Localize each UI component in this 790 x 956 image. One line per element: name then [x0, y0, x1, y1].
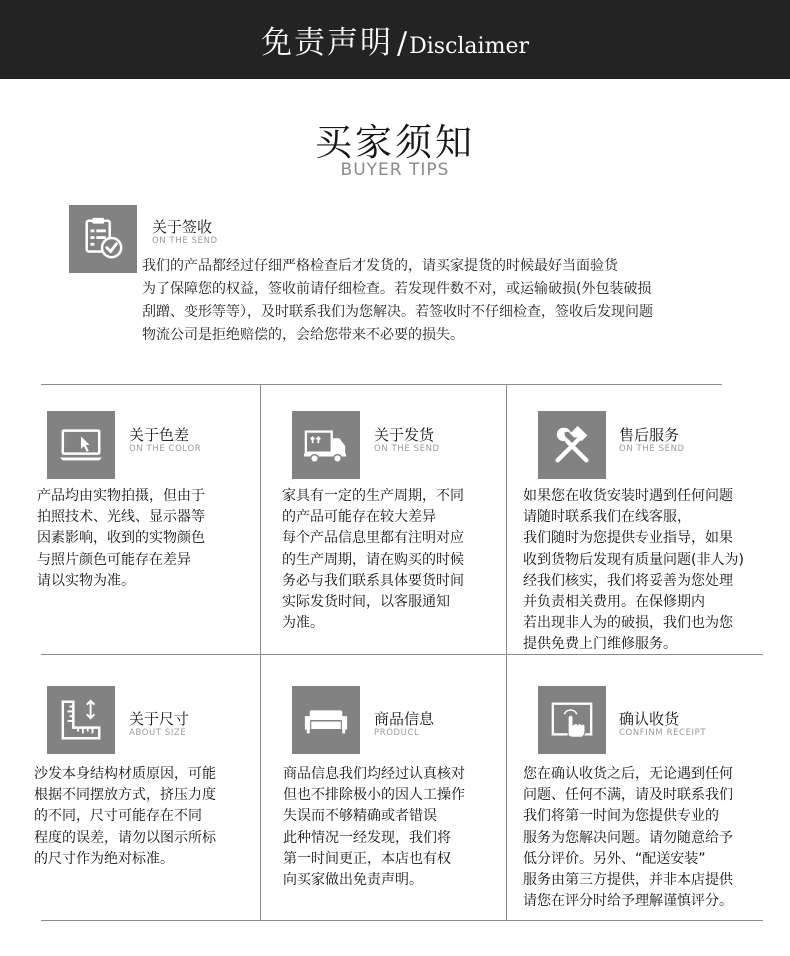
aftersales-card-title: 售后服务 [619, 426, 680, 444]
banner-title-en: Disclaimer [409, 34, 529, 59]
product-info-card-line: 第一时间更正，本店也有权 [283, 850, 451, 867]
shipping-card-title: 关于发货 [374, 426, 435, 444]
color-card-text [37, 486, 257, 592]
grid-line-bottom [41, 920, 763, 921]
color-card-line: 因素影响，收到的实物颜色 [37, 530, 205, 547]
product-info-card-line: 向买家做出免责声明。 [283, 872, 423, 889]
product-info-icon-box [292, 686, 360, 754]
color-card-line: 产品均由实物拍摄，但由于 [37, 488, 205, 504]
confirm-receipt-card-subtitle: CONFINM RECEIPT [619, 728, 707, 738]
sofa-icon [303, 697, 349, 743]
confirm-receipt-card-line: 低分评价。另外、“配送安装” [523, 850, 706, 867]
color-card-title: 关于色差 [129, 426, 190, 444]
receipt-subtitle: ON THE SEND [152, 236, 218, 246]
shipping-card-line: 的产品可能存在较大差异 [282, 509, 436, 526]
receipt-icon-box [69, 205, 137, 273]
confirm-receipt-card-title: 确认收货 [619, 710, 680, 728]
size-card-line: 沙发本身结构材质原因，可能 [34, 766, 216, 782]
receipt-text-line: 物流公司是拒绝赔偿的，会给您带来不必要的损失。 [142, 327, 464, 343]
receipt-text-line: 为了保障您的权益，签收前请仔细检查。若发现件数不对，或运输破损(外包装破损 [142, 281, 652, 297]
confirm-receipt-card-text [523, 764, 785, 912]
grid-line-vertical-left [260, 384, 261, 921]
aftersales-card-subtitle: ON THE SEND [619, 444, 685, 454]
receipt-title: 关于签收 [152, 218, 213, 236]
size-card-line: 根据不同摆放方式，挤压力度 [34, 787, 216, 804]
size-card-subtitle: ABOUT SIZE [129, 728, 187, 738]
color-card-line: 与照片颜色可能存在差异 [37, 551, 191, 568]
aftersales-card-line: 收到货物后发现有质量问题(非人为) [523, 551, 744, 568]
shipping-icon-box [292, 411, 360, 479]
size-card-line: 程度的误差，请勿以图示所标 [34, 829, 216, 846]
confirm-receipt-card-line: 请您在评分时给予理解谨慎评分。 [523, 893, 733, 910]
product-info-card-subtitle: PRODUCL [374, 728, 420, 738]
aftersales-card-line: 提供免费上门维修服务。 [523, 636, 677, 653]
shipping-card-line: 为准。 [282, 615, 324, 632]
confirm-receipt-card-line: 服务为您解决问题。请勿随意给予 [523, 829, 733, 846]
aftersales-card-line: 我们随时为您提供专业指导，如果 [523, 530, 733, 547]
product-info-card-line: 此种情况一经发现，我们将 [283, 829, 451, 846]
shipping-card-subtitle: ON THE SEND [374, 444, 440, 454]
section-title: 买家须知 [315, 121, 475, 164]
grid-line-vertical-right [506, 384, 507, 921]
ruler-icon [58, 697, 104, 743]
aftersales-card-line: 经我们核实，我们将妥善为您处理 [523, 572, 733, 589]
product-info-card-line: 商品信息我们均经过认真核对 [283, 766, 465, 782]
shipping-card-line: 每个产品信息里都有注明对应 [282, 530, 464, 547]
section-subtitle: BUYER TIPS [340, 160, 450, 180]
aftersales-icon-box [538, 411, 606, 479]
receipt-text-line: 刮蹭、变形等等），及时联系我们为您解决。若签收时不仔细检查，签收后发现问题 [142, 304, 653, 320]
clipboard-check-icon [80, 216, 126, 262]
product-info-card-line: 但也不排除极小的因人工操作 [283, 787, 465, 804]
banner-title [261, 17, 529, 62]
shipping-card-line: 的生产周期，请在购买的时候 [282, 551, 464, 568]
banner-title-separator: / [397, 26, 408, 61]
receipt-text-line: 我们的产品都经过仔细严格检查后才发货的，请买家提货的时候最好当面验货 [142, 258, 618, 274]
color-card-subtitle: ON THE COLOR [129, 444, 202, 454]
confirm-receipt-card-line: 我们将第一时间为您提供专业的 [523, 808, 719, 825]
product-info-card-text [283, 764, 503, 891]
aftersales-card-line: 请随时联系我们在线客服， [523, 509, 691, 526]
aftersales-card-line: 如果您在收货安装时遇到任何问题 [523, 488, 733, 504]
size-card-line: 的尺寸作为绝对标准。 [34, 850, 174, 867]
delivery-truck-icon [303, 422, 349, 468]
confirm-receipt-card-line: 服务由第三方提供，并非本店提供 [523, 872, 733, 889]
product-info-card-line: 失误而不够精确或者错误 [283, 808, 437, 825]
aftersales-card-text [523, 486, 785, 656]
product-info-card-title: 商品信息 [374, 710, 435, 728]
shipping-card-text [282, 486, 502, 634]
banner-title-cn: 免责声明 [261, 25, 393, 61]
aftersales-card-line: 并负责相关费用。在保修期内 [523, 594, 705, 611]
confirm-receipt-icon-box [538, 686, 606, 754]
size-card-line: 的不同，尺寸可能存在不同 [34, 808, 202, 825]
top-banner [0, 0, 790, 79]
size-icon-box [47, 686, 115, 754]
color-icon-box [47, 411, 115, 479]
monitor-cursor-icon [58, 422, 104, 468]
shipping-card-line: 实际发货时间，以客服通知 [282, 594, 450, 611]
size-card-title: 关于尺寸 [129, 710, 190, 728]
shipping-card-line: 家具有一定的生产周期，不同 [282, 488, 464, 504]
confirm-receipt-card-line: 问题、任何不满，请及时联系我们 [523, 787, 733, 804]
hammer-wrench-icon [549, 422, 595, 468]
confirm-receipt-card-line: 您在确认收货之后，无论遇到任何 [523, 766, 733, 782]
touch-screen-icon [549, 697, 595, 743]
color-card-line: 请以实物为准。 [37, 572, 135, 589]
size-card-text [34, 764, 256, 870]
grid-line-top [41, 384, 722, 385]
shipping-card-line: 务必与我们联系具体要货时间 [282, 572, 464, 589]
aftersales-card-line: 若出现非人为的破损，我们也为您 [523, 615, 733, 632]
receipt-text [142, 255, 762, 347]
color-card-line: 拍照技术、光线、显示器等 [37, 509, 205, 526]
